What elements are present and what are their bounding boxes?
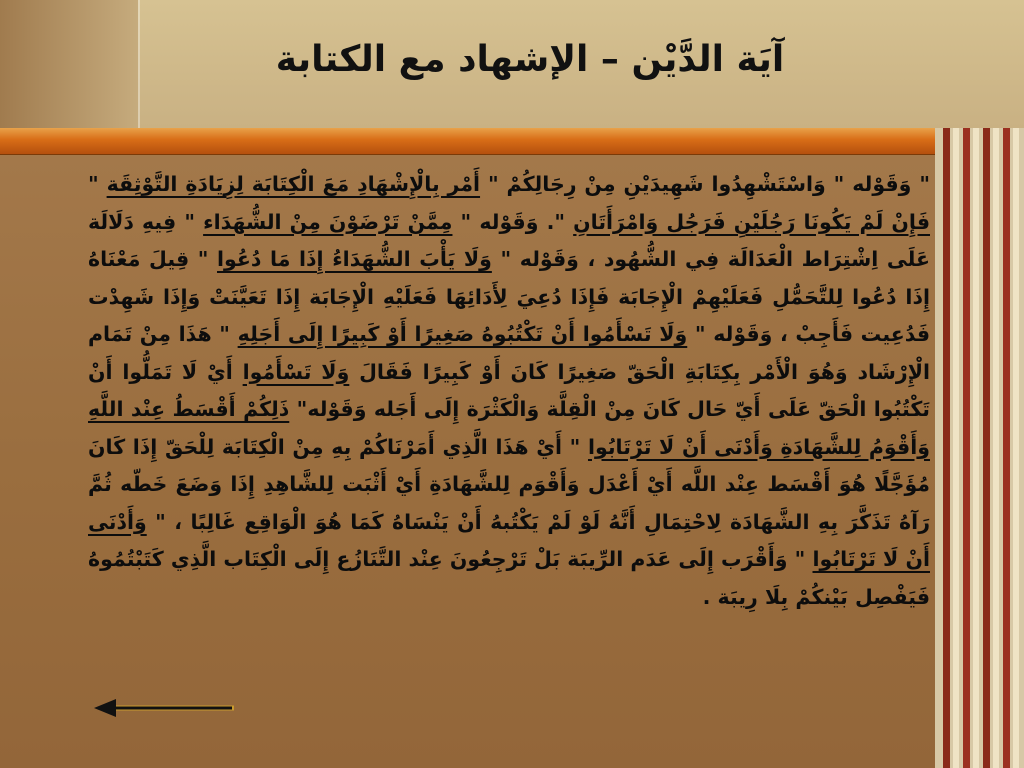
deco-stripe [943, 128, 950, 768]
deco-stripe [973, 128, 979, 768]
quoted-verse-segment: وَأَدْنَى أَنْ لَا تَرْتَابُوا [88, 509, 930, 571]
quoted-verse-segment: فَإِنْ لَمْ يَكُونَا رَجُلَيْنِ فَرَجُل وَامْرَأَتَانِ [573, 209, 930, 234]
body-text [88, 166, 930, 716]
commentary-segment: ". وَقَوْله " [452, 209, 574, 234]
quoted-verse-segment: ذَلِكُمْ أَقْسَطُ عِنْد اللَّهِ وَأَقْوَمُ لِلشَّهَادَةِ وَأَدْنَى أَنْ لَا تَرْتَابُوا [88, 397, 930, 459]
quoted-verse-segment: أَمْر بِالْإِشْهَادِ مَعَ الْكِتَابَة لِزِيَادَةِ التَّوْثِقَة [106, 172, 481, 196]
deco-stripe [1013, 128, 1019, 768]
quoted-verse-segment: وَلَا تَسْأَمُوا أَنْ تَكْتُبُوهُ صَغِيرًا أَوْ كَبِيرًا إِلَى أَجَلِهِ [237, 322, 688, 346]
commentary-segment: " [88, 172, 107, 196]
commentary-segment: " قِيلَ مَعْنَاهُ إِذَا دُعُوا لِلتَّحَمُّلِ فَعَلَيْهِمْ الْإِجَابَة فَإِذَا دُعِيَ لِأَدَائِهَا فَعَلَيْهِ الْإِجَابَة إِذَا تَعَيَّنَتْ وَإِذَا شَهِدْت فَدُعِيت فَأَجِبْ ، وَقَوْله " [88, 247, 930, 346]
right-decorative-column [935, 128, 1024, 768]
commentary-segment: " هَذَا مِنْ تَمَام الْإِرْشَاد وَهُوَ الْأَمْر بِكِتَابَةِ الْحَقّ صَغِيرًا كَانَ أَوْ كَبِيرًا فَقَالَ [88, 322, 930, 384]
deco-stripe [983, 128, 990, 768]
quoted-verse-segment: وَلَا يَأْبَ الشُّهَدَاءُ إِذَا مَا دُعُوا [217, 247, 492, 271]
commentary-segment: " أَيْ هَذَا الَّذِي أَمَرْنَاكُمْ بِهِ مِنْ الْكِتَابَة لِلْحَقّ إِذَا كَانَ مُؤَجَّلًا هُوَ أَقْسَط عِنْد اللَّه أَيْ أَعْدَل وَأَقْوَم لِلشَّهَادَةِ أَيْ أَثْبَت لِلشَّاهِدِ إِذَا وَضَعَ خَطّه ثُمَّ رَآهُ تَذَكَّرَ بِهِ الشَّهَادَة لِاحْتِمَالِ أَنَّهُ لَوْ لَمْ يَكْتُبهُ أَنْ يَنْسَاهُ كَمَا هُوَ الْوَاقِع غَالِبًا ، " [88, 434, 930, 534]
quoted-verse-segment: وَلَا تَسْأَمُوا [242, 359, 350, 384]
deco-stripe [963, 128, 970, 768]
commentary-segment: " وَأَقْرَب إِلَى عَدَم الرِّيبَة بَلْ تَرْجِعُونَ عِنْد التَّنَازُع إِلَى الْكِتَاب الَّذِي كَتَبْتُمُوهُ فَيَفْصِل بَيْنكُمْ بِلَا رِيبَة . [88, 547, 930, 609]
commentary-segment: " فِيهِ دَلَالَة عَلَى اِشْتِرَاط الْعَدَالَة فِي الشُّهُود ، وَقَوْله " [88, 209, 930, 271]
deco-stripe [953, 128, 959, 768]
slide-header [0, 0, 1024, 128]
deco-stripe [993, 128, 999, 768]
left-arrow-icon[interactable] [92, 696, 236, 720]
slide-title: آيَة الدَّيْن – الإشهاد مع الكتابة [275, 39, 785, 80]
quoted-verse-segment: مِمَّنْ تَرْضَوْنَ مِنْ الشُّهَدَاء [203, 209, 453, 234]
commentary-segment: أَيْ لَا تَمَلُّوا أَنْ تَكْتُبُوا الْحَقّ عَلَى أَيّ حَال كَانَ مِنْ الْقِلَّة وَالْكَثْرَة إِلَى أَجَله وَقَوْله" [88, 359, 930, 421]
deco-stripe [1003, 128, 1010, 768]
commentary-segment: " وَقَوْله " وَاسْتَشْهِدُوا شَهِيدَيْنِ مِنْ رِجَالِكُمْ " [480, 172, 930, 196]
header-divider-bar [0, 128, 975, 155]
